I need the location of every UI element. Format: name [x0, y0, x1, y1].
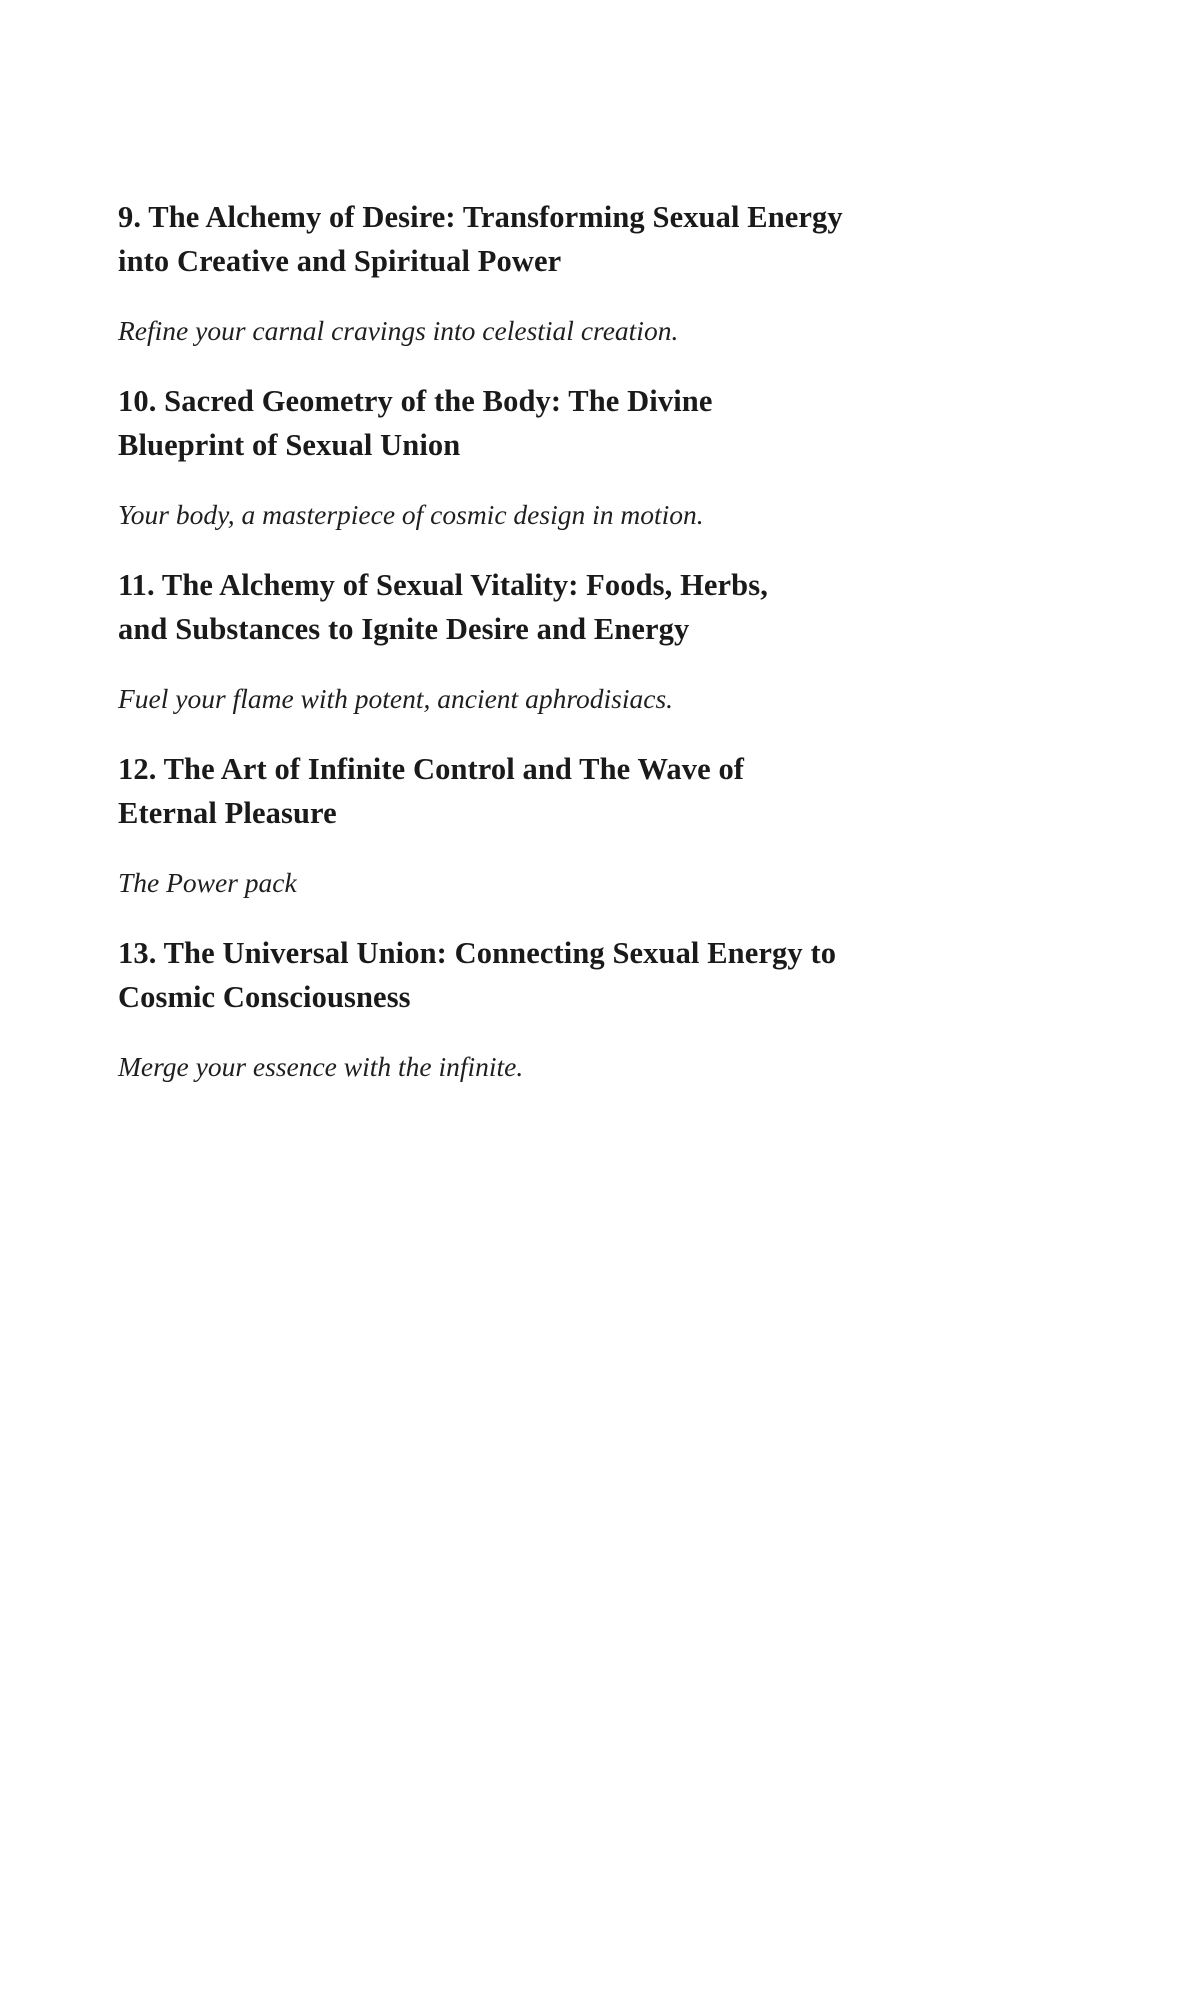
section-heading-12: 12. The Art of Infinite Control and The Wave of Eternal Pleasure: [118, 752, 745, 830]
section-subtitle-11: Fuel your flame with potent, ancient aphrodisiacs.: [118, 683, 674, 714]
spacer: [118, 903, 1063, 931]
section-13: [118, 931, 1063, 1087]
spacer: [118, 283, 1063, 311]
section-10: [118, 379, 1063, 563]
section-heading-11: 11. The Alchemy of Sexual Vitality: Foods, Herbs, and Substances to Ignite Desire and Energy: [118, 568, 768, 646]
section-subtitle-10: Your body, a masterpiece of cosmic design in motion.: [118, 499, 704, 530]
section-heading-13: 13. The Universal Union: Connecting Sexual Energy to Cosmic Consciousness: [118, 936, 837, 1014]
section-heading-9: 9. The Alchemy of Desire: Transforming Sexual Energy into Creative and Spiritual Power: [118, 200, 843, 278]
page-bottom-whitespace: [118, 1087, 1063, 1847]
section-9: [118, 195, 1063, 379]
page-content: [118, 195, 1063, 1847]
section-subtitle-13: Merge your essence with the infinite.: [118, 1051, 524, 1082]
section-heading-10: 10. Sacred Geometry of the Body: The Divine Blueprint of Sexual Union: [118, 384, 713, 462]
section-11: [118, 563, 1063, 747]
section-subtitle-12: The Power pack: [118, 867, 297, 898]
section-subtitle-9: Refine your carnal cravings into celestial creation.: [118, 315, 679, 346]
spacer: [118, 835, 1063, 863]
spacer: [118, 467, 1063, 495]
spacer: [118, 719, 1063, 747]
spacer: [118, 651, 1063, 679]
spacer: [118, 1019, 1063, 1047]
section-12: [118, 747, 1063, 931]
spacer: [118, 535, 1063, 563]
spacer: [118, 351, 1063, 379]
